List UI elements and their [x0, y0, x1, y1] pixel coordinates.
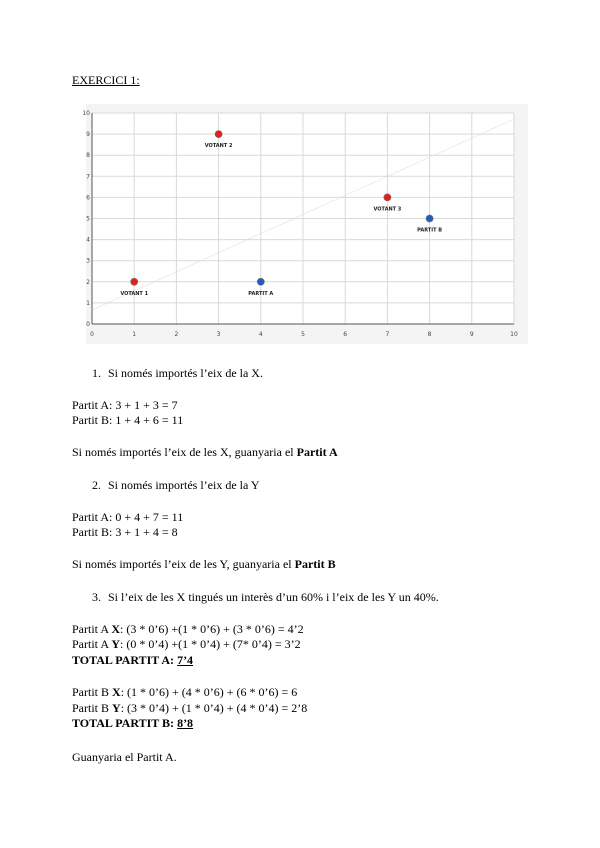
- y-tick-label: 6: [86, 194, 90, 202]
- data-point: [426, 215, 433, 222]
- exercise-heading: EXERCICI 1:: [72, 73, 140, 87]
- x-tick-label: 10: [510, 331, 518, 338]
- data-point-label: VOTANT 3: [373, 206, 402, 213]
- y-tick-label: 9: [86, 131, 90, 139]
- q3-partit-a-x: [72, 622, 304, 636]
- q2-conclusion-text: Si només importés l’eix de les Y, guanyaria el: [72, 557, 295, 571]
- q3-by-formula: : (3 * 0’4) + (1 * 0’4) + (4 * 0’4) = 2’8: [120, 701, 308, 715]
- question-2-text: Si només importés l’eix de la Y: [108, 478, 260, 492]
- question-1-number: 1.: [92, 366, 101, 380]
- y-tick-label: 4: [86, 236, 90, 244]
- question-1-text: Si només importés l’eix de la X.: [108, 366, 263, 380]
- y-tick-label: 10: [82, 110, 90, 117]
- question-1: [92, 366, 263, 380]
- question-2: [92, 478, 260, 492]
- q3-by-label: Partit B: [72, 701, 113, 715]
- scatter-chart: [84, 102, 530, 346]
- q3-ax-axis: X: [111, 622, 121, 636]
- x-tick-label: 6: [343, 331, 348, 338]
- chart-svg: [84, 102, 530, 346]
- y-tick-label: 0: [86, 321, 90, 328]
- x-tick-label: 2: [174, 331, 179, 338]
- q3-total-a: [72, 653, 193, 667]
- q3-ay-axis: Y: [111, 637, 121, 651]
- final-conclusion: Guanyaria el Partit A.: [72, 750, 177, 764]
- data-point: [215, 131, 222, 138]
- q3-ay-formula: : (0 * 0’4) +(1 * 0’4) + (7* 0’4) = 3’2: [120, 637, 301, 651]
- y-tick-label: 8: [86, 152, 90, 160]
- q3-total-a-value: 7’4: [177, 653, 194, 667]
- data-point: [257, 278, 264, 285]
- y-tick-label: 5: [86, 215, 90, 223]
- data-point-label: PARTIT B: [417, 227, 443, 234]
- q3-bx-formula: : (1 * 0’6) + (4 * 0’6) + (6 * 0’6) = 6: [120, 685, 298, 699]
- x-tick-label: 9: [469, 331, 474, 338]
- data-point-label: VOTANT 2: [204, 143, 233, 150]
- x-tick-label: 3: [216, 331, 221, 338]
- q3-total-b-label: TOTAL PARTIT B:: [72, 716, 178, 730]
- x-tick-label: 1: [132, 331, 137, 338]
- q3-total-b: [72, 716, 193, 730]
- q2-partit-a: Partit A: 0 + 4 + 7 = 11: [72, 510, 184, 524]
- q3-partit-a-y: [72, 637, 301, 651]
- q3-partit-b-x: [72, 685, 297, 699]
- data-point-label: PARTIT A: [248, 290, 274, 297]
- q1-partit-b: Partit B: 1 + 4 + 6 = 11: [72, 413, 184, 427]
- q3-bx-axis: X: [112, 685, 121, 699]
- y-tick-label: 1: [86, 299, 90, 307]
- q3-total-a-label: TOTAL PARTIT A:: [72, 653, 178, 667]
- data-point: [131, 278, 138, 285]
- q1-conclusion-winner: Partit A: [296, 445, 338, 459]
- x-tick-label: 5: [301, 331, 305, 338]
- x-tick-label: 7: [385, 331, 390, 338]
- q3-by-axis: Y: [112, 701, 121, 715]
- question-3-text: Si l’eix de les X tingués un interès d’un 60% i l’eix de les Y un 40%.: [108, 590, 439, 604]
- y-tick-label: 7: [86, 173, 90, 181]
- y-tick-label: 2: [86, 278, 90, 286]
- q2-conclusion-winner: Partit B: [294, 557, 336, 571]
- q3-partit-b-y: [72, 701, 307, 715]
- q3-ax-formula: : (3 * 0’6) +(1 * 0’6) + (3 * 0’6) = 4’2: [120, 622, 304, 636]
- question-3-number: 3.: [92, 590, 101, 604]
- question-2-number: 2.: [92, 478, 101, 492]
- x-tick-label: 8: [427, 331, 432, 338]
- q1-conclusion-text: Si només importés l’eix de les X, guanyaria el: [72, 445, 297, 459]
- x-tick-label: 4: [258, 331, 263, 338]
- q3-total-b-value: 8’8: [177, 716, 194, 730]
- x-tick-label: 0: [90, 331, 94, 338]
- q3-ax-label: Partit A: [72, 622, 112, 636]
- q2-conclusion: [72, 557, 336, 571]
- question-3: [92, 590, 439, 604]
- q3-bx-label: Partit B: [72, 685, 113, 699]
- q1-partit-a: Partit A: 3 + 1 + 3 = 7: [72, 398, 178, 412]
- q3-ay-label: Partit A: [72, 637, 112, 651]
- q1-conclusion: [72, 445, 338, 459]
- q2-partit-b: Partit B: 3 + 1 + 4 = 8: [72, 525, 178, 539]
- data-point-label: VOTANT 1: [120, 290, 149, 297]
- y-tick-label: 3: [86, 257, 90, 265]
- data-point: [384, 194, 391, 201]
